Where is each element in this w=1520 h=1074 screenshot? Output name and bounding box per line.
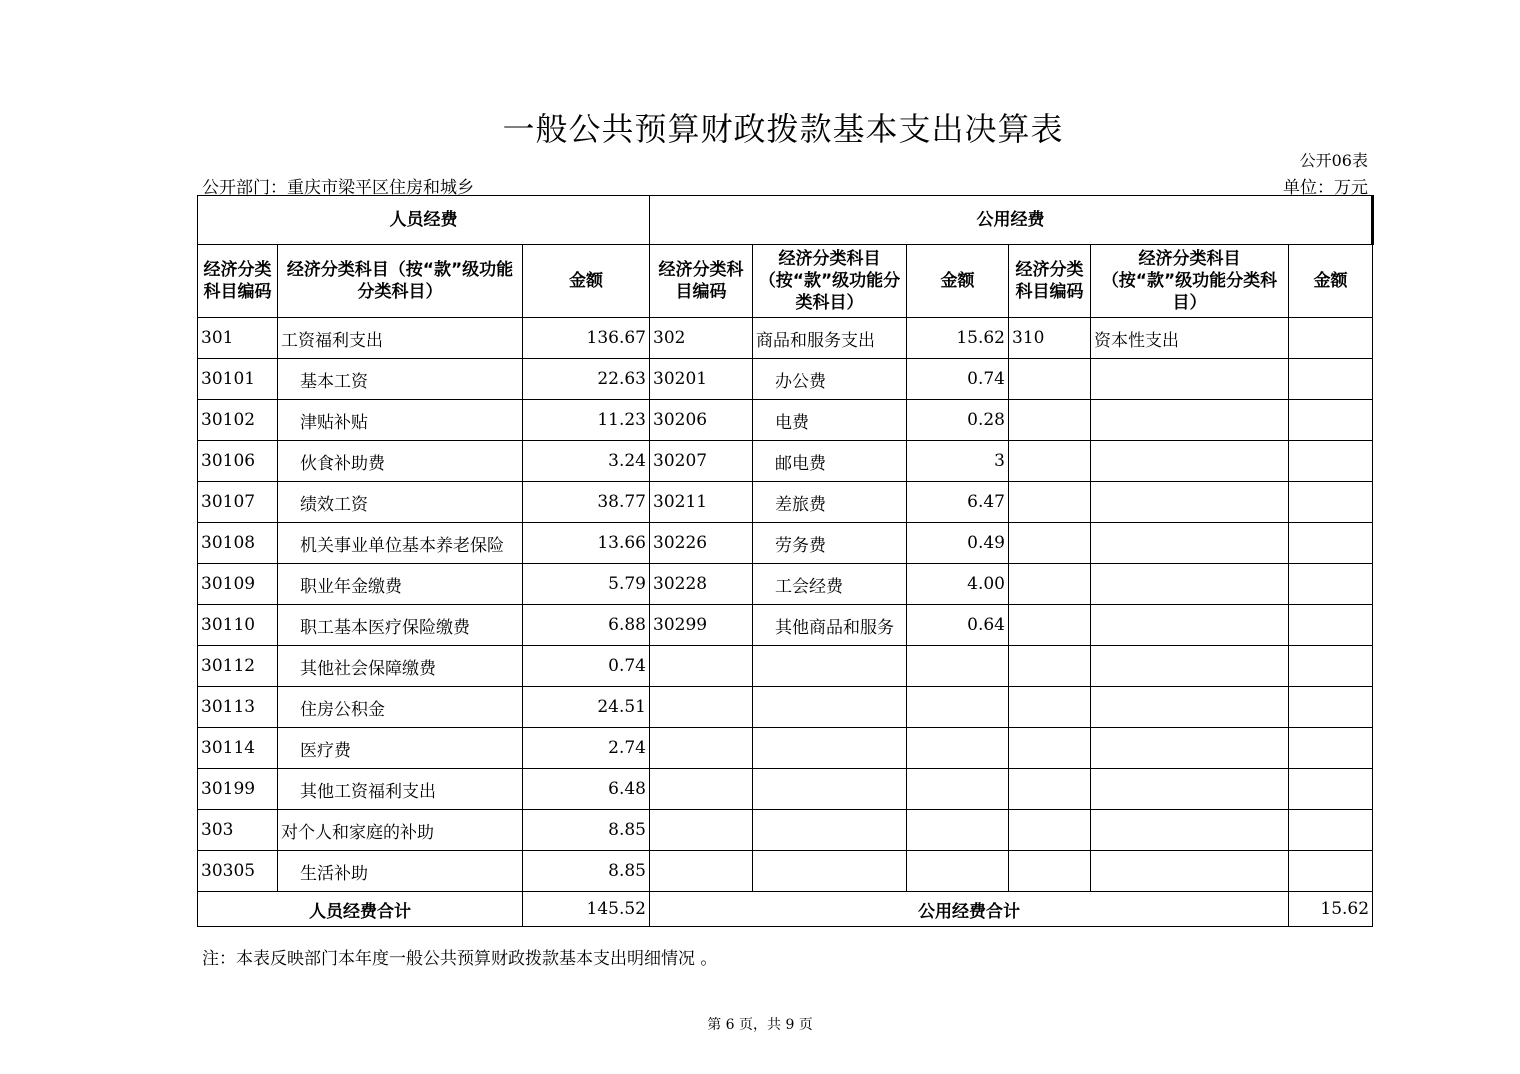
amount-cell <box>907 646 1009 687</box>
name-cell <box>1091 851 1289 892</box>
name-cell: 工会经费 <box>753 564 907 605</box>
name-cell <box>1091 810 1289 851</box>
name-cell: 职工基本医疗保险缴费 <box>278 605 523 646</box>
name-cell <box>1091 769 1289 810</box>
amount-cell: 24.51 <box>523 687 650 728</box>
code-cell: 30107 <box>198 482 278 523</box>
header-code-2: 经济分类科目编码 <box>650 245 753 318</box>
amount-cell <box>907 728 1009 769</box>
table-row <box>198 687 1373 728</box>
table-row <box>198 400 1373 441</box>
personnel-total-value: 145.52 <box>523 892 650 927</box>
code-cell: 30211 <box>650 482 753 523</box>
header-name-1: 经济分类科目（按“款”级功能分类科目） <box>278 245 523 318</box>
amount-cell: 3 <box>907 441 1009 482</box>
header-name-3: 经济分类科目（按“款”级功能分类科目） <box>1091 245 1289 318</box>
code-cell: 30228 <box>650 564 753 605</box>
amount-cell: 2.74 <box>523 728 650 769</box>
name-cell <box>1091 605 1289 646</box>
name-cell <box>1091 646 1289 687</box>
code-cell: 30109 <box>198 564 278 605</box>
header-amount-3: 金额 <box>1289 245 1373 318</box>
name-cell: 机关事业单位基本养老保险 <box>278 523 523 564</box>
amount-cell <box>1289 851 1373 892</box>
amount-cell: 6.88 <box>523 605 650 646</box>
name-cell: 住房公积金 <box>278 687 523 728</box>
code-cell <box>1009 359 1091 400</box>
code-cell: 30106 <box>198 441 278 482</box>
code-cell <box>650 728 753 769</box>
code-cell: 302 <box>650 318 753 359</box>
amount-cell: 0.74 <box>523 646 650 687</box>
amount-cell: 22.63 <box>523 359 650 400</box>
name-cell <box>1091 564 1289 605</box>
code-cell <box>1009 400 1091 441</box>
code-cell <box>1009 482 1091 523</box>
amount-cell <box>1289 769 1373 810</box>
table-row <box>198 851 1373 892</box>
code-cell <box>1009 769 1091 810</box>
code-cell: 30201 <box>650 359 753 400</box>
table-row <box>198 523 1373 564</box>
name-cell: 其他商品和服务 <box>753 605 907 646</box>
amount-cell: 0.49 <box>907 523 1009 564</box>
name-cell <box>1091 482 1289 523</box>
amount-cell <box>1289 523 1373 564</box>
table-row <box>198 810 1373 851</box>
header-amount-2: 金额 <box>907 245 1009 318</box>
table-row <box>198 482 1373 523</box>
code-cell: 303 <box>198 810 278 851</box>
amount-cell <box>907 687 1009 728</box>
code-cell: 30299 <box>650 605 753 646</box>
amount-cell <box>1289 728 1373 769</box>
amount-cell: 8.85 <box>523 851 650 892</box>
name-cell <box>1091 728 1289 769</box>
name-cell: 差旅费 <box>753 482 907 523</box>
amount-cell: 6.47 <box>907 482 1009 523</box>
name-cell: 医疗费 <box>278 728 523 769</box>
amount-cell <box>1289 400 1373 441</box>
name-cell: 津贴补贴 <box>278 400 523 441</box>
code-cell: 30110 <box>198 605 278 646</box>
amount-cell: 13.66 <box>523 523 650 564</box>
name-cell: 生活补助 <box>278 851 523 892</box>
amount-cell: 3.24 <box>523 441 650 482</box>
header-amount-1: 金额 <box>523 245 650 318</box>
code-cell <box>1009 687 1091 728</box>
code-cell <box>650 769 753 810</box>
page-title: 一般公共预算财政拨款基本支出决算表 <box>502 110 1064 148</box>
code-cell: 30226 <box>650 523 753 564</box>
table-row <box>198 646 1373 687</box>
code-cell <box>1009 441 1091 482</box>
amount-cell <box>1289 810 1373 851</box>
amount-cell <box>1289 646 1373 687</box>
amount-cell <box>1289 359 1373 400</box>
name-cell <box>753 728 907 769</box>
amount-cell: 8.85 <box>523 810 650 851</box>
name-cell: 劳务费 <box>753 523 907 564</box>
name-cell <box>753 687 907 728</box>
form-number: 公开06表 <box>1299 151 1368 170</box>
amount-cell <box>1289 318 1373 359</box>
name-cell: 伙食补助费 <box>278 441 523 482</box>
header-code-1: 经济分类科目编码 <box>198 245 278 318</box>
expenditure-table <box>197 195 1374 927</box>
code-cell: 30101 <box>198 359 278 400</box>
amount-cell <box>1289 482 1373 523</box>
name-cell: 邮电费 <box>753 441 907 482</box>
name-cell <box>753 646 907 687</box>
name-cell: 电费 <box>753 400 907 441</box>
amount-cell <box>1289 441 1373 482</box>
personnel-total-label: 人员经费合计 <box>198 892 523 927</box>
code-cell <box>1009 851 1091 892</box>
table-row <box>198 564 1373 605</box>
code-cell: 30113 <box>198 687 278 728</box>
name-cell: 其他社会保障缴费 <box>278 646 523 687</box>
code-cell: 30108 <box>198 523 278 564</box>
code-cell: 30114 <box>198 728 278 769</box>
table-row <box>198 605 1373 646</box>
name-cell: 工资福利支出 <box>278 318 523 359</box>
name-cell <box>753 810 907 851</box>
code-cell: 30112 <box>198 646 278 687</box>
name-cell <box>1091 687 1289 728</box>
amount-cell: 11.23 <box>523 400 650 441</box>
code-cell: 30199 <box>198 769 278 810</box>
section-public: 公用经费 <box>650 196 1373 245</box>
amount-cell <box>1289 605 1373 646</box>
code-cell <box>650 810 753 851</box>
header-name-2: 经济分类科目（按“款”级功能分类科目） <box>753 245 907 318</box>
amount-cell: 136.67 <box>523 318 650 359</box>
name-cell: 绩效工资 <box>278 482 523 523</box>
name-cell <box>1091 523 1289 564</box>
code-cell: 310 <box>1009 318 1091 359</box>
unit-label: 单位：万元 <box>1283 178 1368 198</box>
amount-cell: 38.77 <box>523 482 650 523</box>
department-label: 公开部门：重庆市梁平区住房和城乡 <box>202 178 474 198</box>
table-row <box>198 728 1373 769</box>
name-cell <box>753 769 907 810</box>
header-code-3: 经济分类科目编码 <box>1009 245 1091 318</box>
table-row <box>198 318 1373 359</box>
amount-cell <box>907 810 1009 851</box>
code-cell <box>1009 728 1091 769</box>
code-cell <box>1009 605 1091 646</box>
public-total-label: 公用经费合计 <box>650 892 1289 927</box>
code-cell <box>1009 564 1091 605</box>
amount-cell: 6.48 <box>523 769 650 810</box>
page-footer: 第 6 页，共 9 页 <box>707 1017 813 1033</box>
amount-cell: 5.79 <box>523 564 650 605</box>
name-cell <box>1091 359 1289 400</box>
table-note: 注：本表反映部门本年度一般公共预算财政拨款基本支出明细情况 。 <box>202 949 718 969</box>
name-cell: 职业年金缴费 <box>278 564 523 605</box>
code-cell <box>1009 646 1091 687</box>
code-cell <box>650 851 753 892</box>
section-personnel: 人员经费 <box>198 196 650 245</box>
amount-cell: 4.00 <box>907 564 1009 605</box>
amount-cell: 0.74 <box>907 359 1009 400</box>
amount-cell <box>1289 687 1373 728</box>
code-cell <box>650 646 753 687</box>
name-cell: 资本性支出 <box>1091 318 1289 359</box>
name-cell: 商品和服务支出 <box>753 318 907 359</box>
amount-cell: 0.64 <box>907 605 1009 646</box>
code-cell: 301 <box>198 318 278 359</box>
amount-cell <box>1289 564 1373 605</box>
table-row <box>198 769 1373 810</box>
amount-cell: 15.62 <box>907 318 1009 359</box>
code-cell <box>650 687 753 728</box>
amount-cell <box>907 769 1009 810</box>
name-cell: 基本工资 <box>278 359 523 400</box>
name-cell <box>753 851 907 892</box>
name-cell: 办公费 <box>753 359 907 400</box>
code-cell: 30102 <box>198 400 278 441</box>
amount-cell <box>907 851 1009 892</box>
name-cell <box>1091 441 1289 482</box>
public-total-value: 15.62 <box>1289 892 1373 927</box>
code-cell <box>1009 810 1091 851</box>
code-cell: 30207 <box>650 441 753 482</box>
name-cell: 其他工资福利支出 <box>278 769 523 810</box>
code-cell <box>1009 523 1091 564</box>
name-cell: 对个人和家庭的补助 <box>278 810 523 851</box>
table-row <box>198 441 1373 482</box>
table-row <box>198 359 1373 400</box>
amount-cell: 0.28 <box>907 400 1009 441</box>
code-cell: 30206 <box>650 400 753 441</box>
name-cell <box>1091 400 1289 441</box>
code-cell: 30305 <box>198 851 278 892</box>
